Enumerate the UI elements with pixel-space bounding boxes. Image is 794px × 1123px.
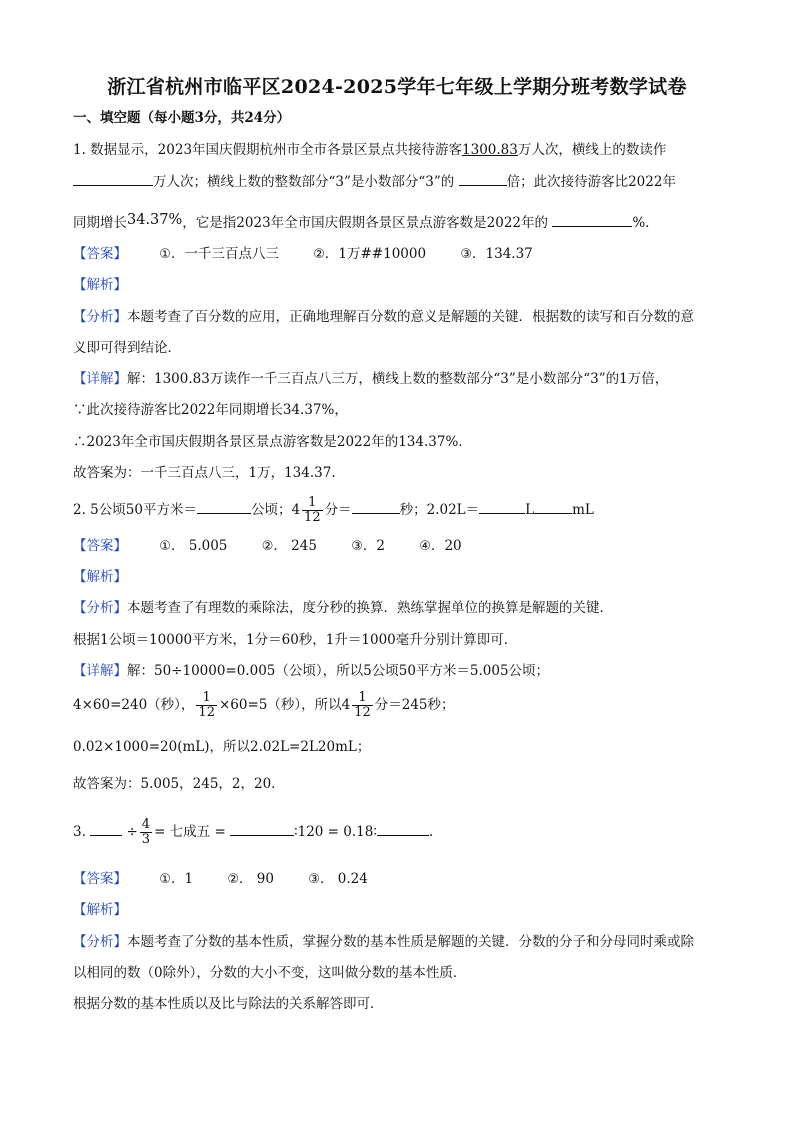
q1-fenxi-2: 义即可得到结论． bbox=[73, 340, 181, 356]
q3-answer-2: ②． 90 bbox=[227, 871, 274, 887]
q1-detail-3: ∴2023年全市国庆假期各景区景点游客数是2022年的134.37%． bbox=[73, 434, 472, 450]
q2-blank-4[interactable] bbox=[534, 499, 572, 514]
q1-blank-2[interactable] bbox=[459, 171, 507, 186]
q2-detail-mixed-fraction: $\frac{1}{12}$ bbox=[354, 690, 371, 720]
q2-blank-3[interactable] bbox=[479, 499, 525, 514]
q2-final-answer: 故答案为：5.005，245，2，20． bbox=[73, 776, 285, 792]
q3-blank-3[interactable] bbox=[377, 821, 429, 836]
fenxi-label: 【分析】 bbox=[73, 934, 127, 950]
q1-answer-3: ③．134.37 bbox=[460, 246, 533, 262]
q1-text-1: 1. 数据显示，2023年国庆假期杭州市全市各景区景点共接待游客 bbox=[73, 142, 463, 158]
q1-answer-2: ②．1万##10000 bbox=[313, 246, 427, 262]
q2-answer-row bbox=[73, 536, 492, 557]
q3-basis: 根据分数的基本性质以及比与除法的关系解答即可． bbox=[73, 996, 384, 1012]
fenxi-label: 【分析】 bbox=[73, 600, 127, 616]
answer-label: 【答案】 bbox=[73, 871, 127, 887]
q1-line-1 bbox=[73, 140, 666, 160]
q2-analysis-label: 【解析】 bbox=[73, 569, 127, 585]
q2-answer-4: ④．20 bbox=[419, 538, 462, 554]
q2-fraction: $\frac{1}{12}$ bbox=[304, 495, 321, 525]
q2-detail-fraction: $\frac{1}{12}$ bbox=[198, 690, 215, 720]
q1-line-3 bbox=[73, 210, 649, 233]
q3-line-1: 3. ÷ $\frac{4}{3}$ = 七成五 = ∶120 = 0.18∶ . bbox=[73, 817, 434, 847]
q1-final-answer: 故答案为：一千三百点八三，1万，134.37. bbox=[73, 465, 336, 481]
answer-label: 【答案】 bbox=[73, 246, 127, 262]
xiangjie-label: 【详解】 bbox=[73, 663, 127, 679]
section-heading: 一、填空题（每小题3分，共24分） bbox=[73, 110, 291, 126]
xiangjie-label: 【详解】 bbox=[73, 371, 127, 387]
q1-fenxi-1: 【分析】本题考查了百分数的应用，正确地理解百分数的意义是解题的关键．根据数的读写和百分数的意 bbox=[73, 309, 694, 325]
page-title: 浙江省杭州市临平区2024-2025学年七年级上学期分班考数学试卷 bbox=[107, 76, 687, 98]
q2-blank-1[interactable] bbox=[197, 499, 251, 514]
q1-answer-1: ①．一千三百点八三 bbox=[159, 246, 279, 262]
q1-detail-1: 【详解】解：1300.83万读作一千三百点八三万，横线上数的整数部分“3”是小数部分“3”的1万倍， bbox=[73, 371, 669, 387]
q3-blank-2[interactable] bbox=[230, 821, 294, 836]
answer-label: 【答案】 bbox=[73, 538, 127, 554]
q1-analysis-label: 【解析】 bbox=[73, 277, 127, 293]
q2-fenxi: 【分析】本题考查了有理数的乘除法，度分秒的换算．熟练掌握单位的换算是解题的关键． bbox=[73, 600, 613, 616]
q2-line-1: 2. 5公顷50平方米＝ 公顷；4 $\frac{1}{12}$ 分＝ 秒；2.02L＝ L mL bbox=[73, 495, 594, 525]
q1-percent: 34.37% bbox=[127, 212, 183, 228]
q3-answer-3: ③． 0.24 bbox=[308, 871, 368, 887]
q1-text-6: ，它是指2023年全市国庆假期各景区景点游客数是2022年的 bbox=[182, 215, 549, 231]
q3-answer-1: ①．1 bbox=[159, 871, 194, 887]
q3-fraction: $\frac{4}{3}$ bbox=[141, 817, 151, 847]
q1-answer-row bbox=[73, 244, 563, 265]
q2-answer-2: ②． 245 bbox=[261, 538, 317, 554]
q3-answer-row bbox=[73, 869, 398, 890]
q1-text-3: 万人次；横线上数的整数部分“3”是小数部分“3”的 bbox=[153, 174, 455, 190]
q1-underlined-number: 1300.83 bbox=[462, 142, 518, 158]
q1-text-2: 万人次，横线上的数读作 bbox=[517, 142, 667, 158]
q1-line-2 bbox=[73, 171, 676, 192]
q2-answer-3: ③．2 bbox=[351, 538, 385, 554]
q2-basis: 根据1公顷＝10000平方米，1分＝60秒，1升＝1000毫升分别计算即可． bbox=[73, 632, 518, 648]
q2-detail-3: 0.02×1000=20(mL)，所以2.02L=2L20mL； bbox=[73, 739, 371, 755]
q1-blank-1[interactable] bbox=[73, 171, 153, 186]
fenxi-label: 【分析】 bbox=[73, 309, 127, 325]
q1-detail-2: ∵此次接待游客比2022年同期增长34.37%， bbox=[73, 402, 348, 418]
q1-blank-3[interactable] bbox=[552, 212, 632, 227]
q1-text-4: 倍；此次接待游客比2022年 bbox=[506, 174, 676, 190]
q3-fenxi-1: 【分析】本题考查了分数的基本性质，掌握分数的基本性质是解题的关键．分数的分子和分母同时乘或除 bbox=[73, 934, 694, 950]
q3-blank-1[interactable] bbox=[90, 821, 122, 836]
q2-blank-2[interactable] bbox=[352, 499, 400, 514]
q2-detail-2: 4×60=240（秒）， $\frac{1}{12}$ ×60=5（秒），所以4 $\frac{1}{12}$ 分＝245秒； bbox=[73, 690, 455, 720]
q2-answer-1: ①． 5.005 bbox=[159, 538, 228, 554]
q1-text-5: 同期增长 bbox=[73, 215, 127, 231]
q3-fenxi-2: 以相同的数（0除外），分数的大小不变，这叫做分数的基本性质． bbox=[73, 965, 467, 981]
q3-analysis-label: 【解析】 bbox=[73, 902, 127, 918]
q1-text-7: %. bbox=[632, 215, 650, 231]
q2-detail-1: 【详解】解：50÷10000=0.005（公顷），所以5公顷50平方米＝5.005公顷； bbox=[73, 663, 550, 679]
